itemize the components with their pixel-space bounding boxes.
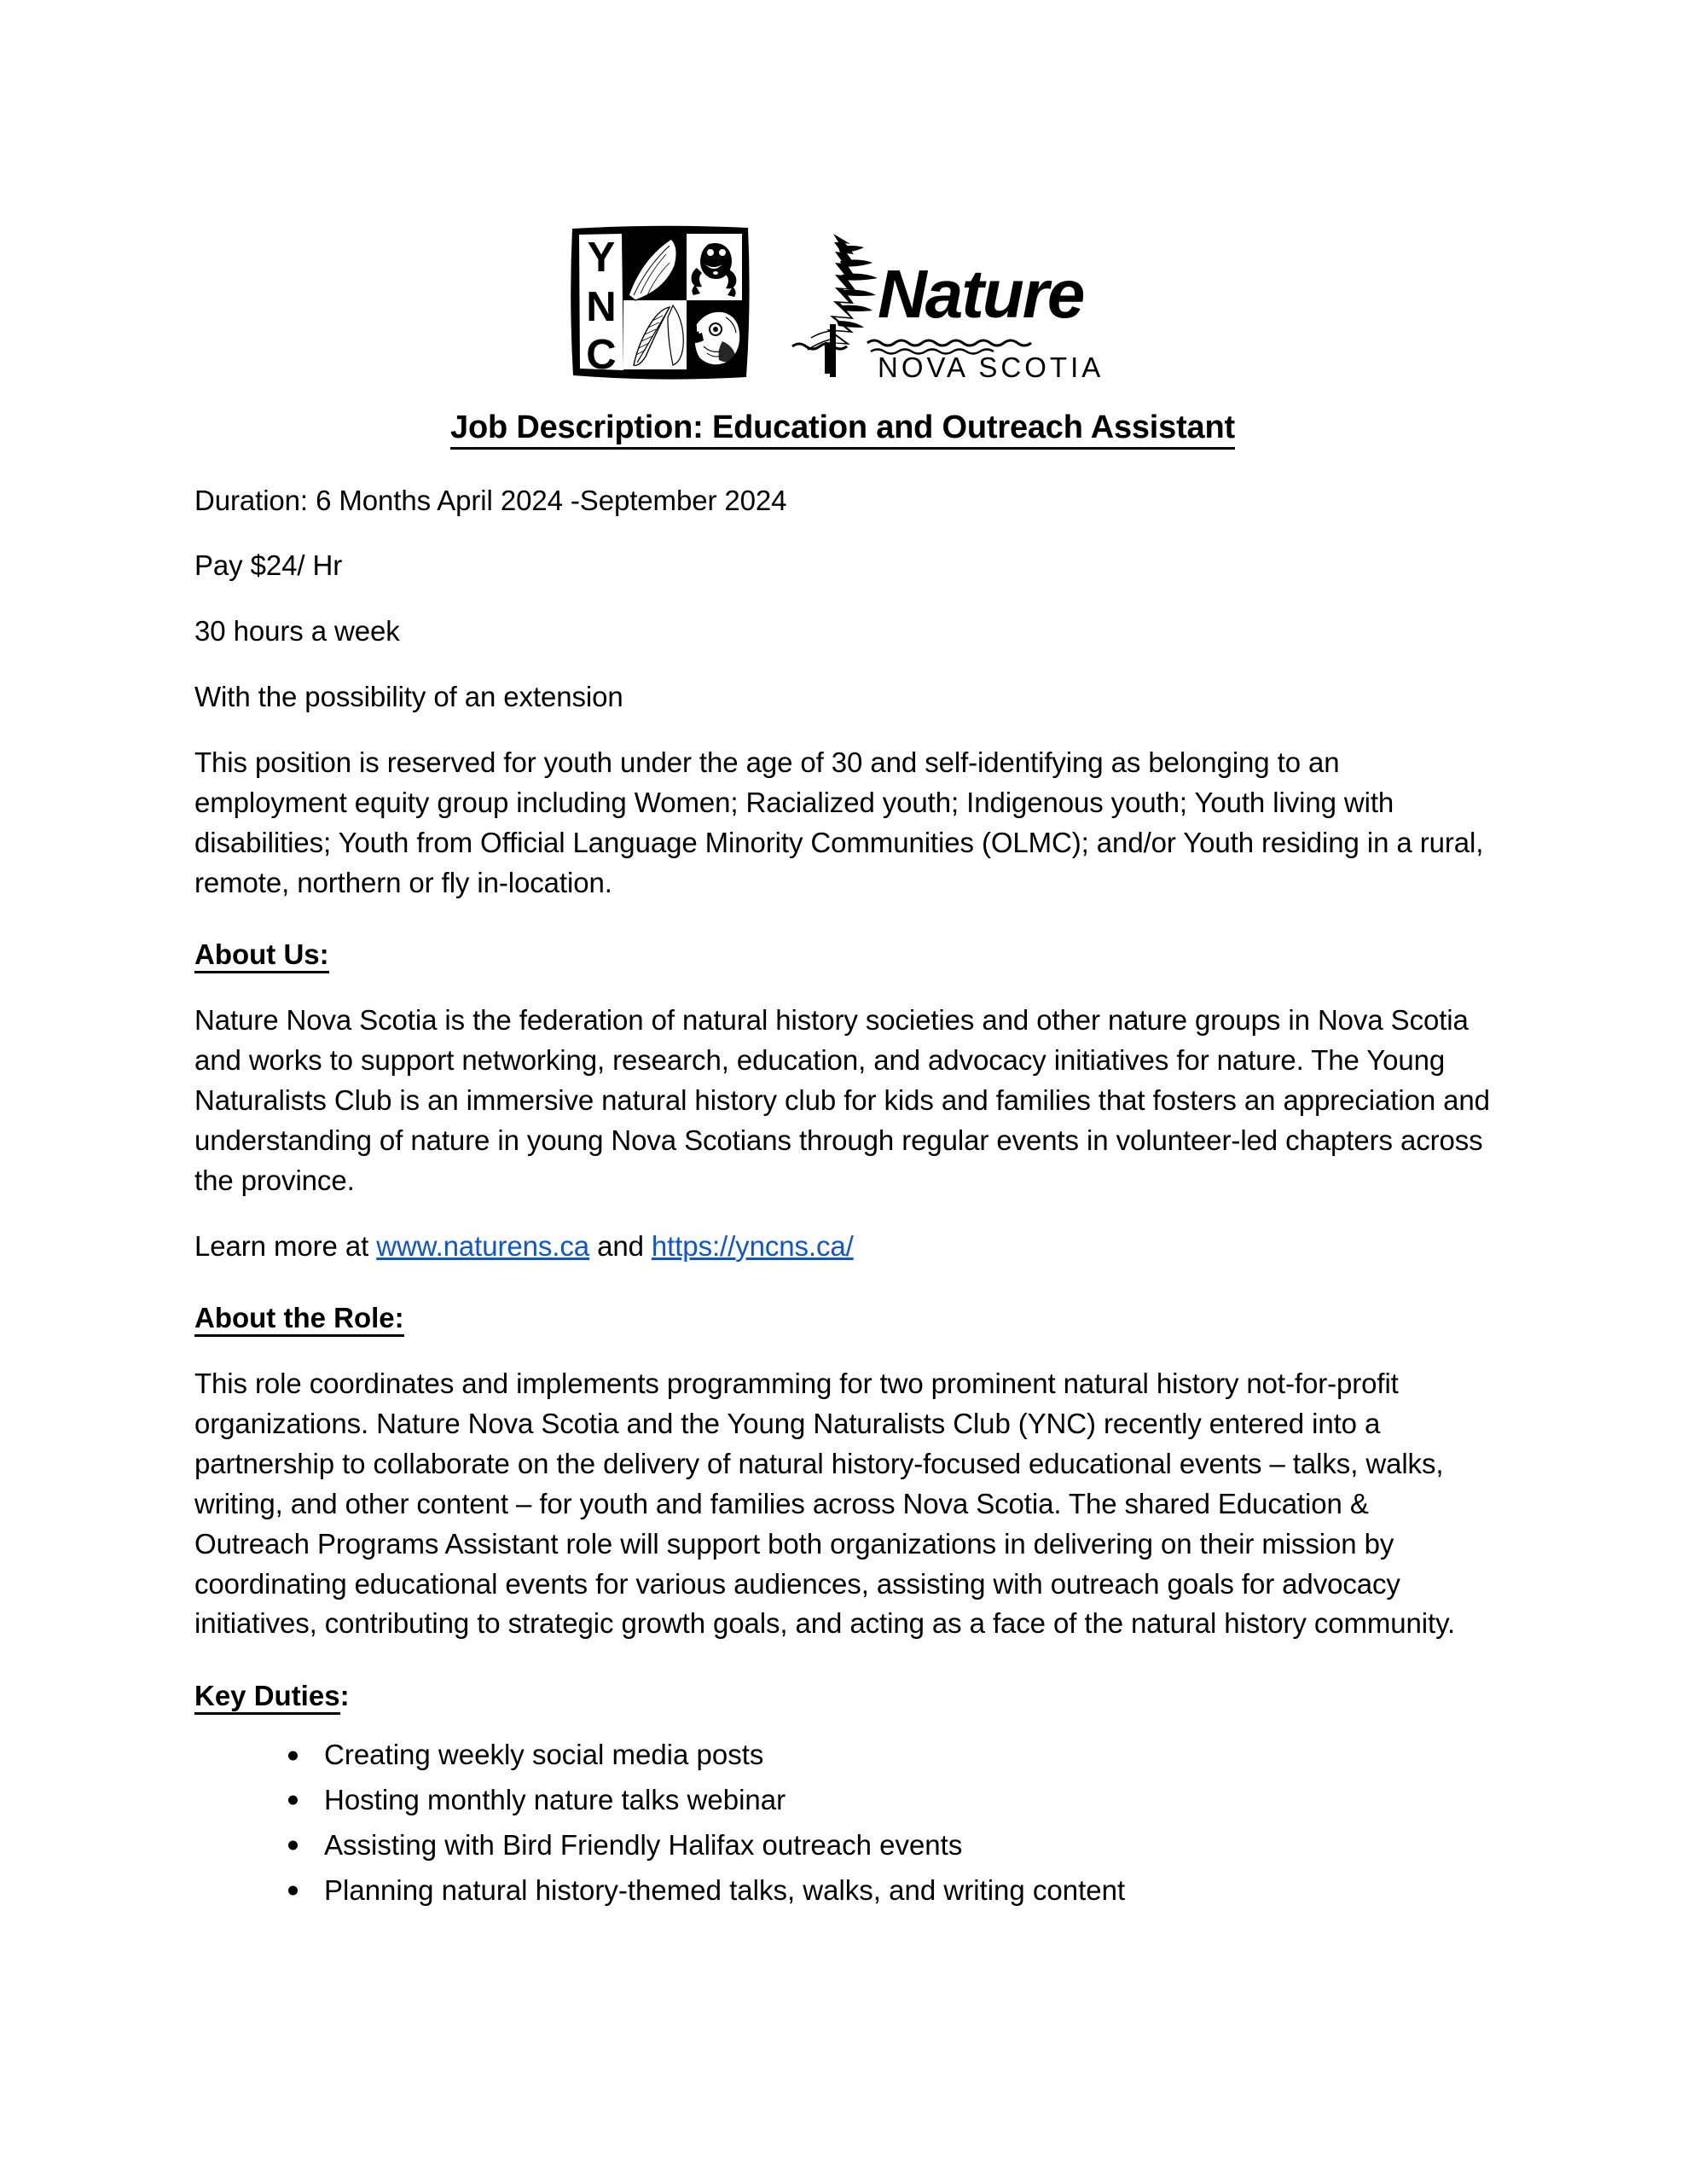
link-joiner: and [589,1229,652,1262]
about-role-body: This role coordinates and implements programming for two prominent natural history not-for-profit organizations. Nature Nova Scotia and the Young Naturalists Club (YNC) recently entered into a partnership to collaborate on the delivery of natural history-focused educational events – talks, walks, writing, and other content – for youth and families across Nova Scotia. The shared Education & Outreach Programs Assistant role will support both organizations in delivering on their mission by coordinating educational events for various audiences, assisting with outreach goals for advocacy initiatives, contributing to strategic growth goals, and acting as a face of the natural history community. [194,1368,1456,1640]
naturens-link[interactable]: www.naturens.ca [376,1229,590,1262]
svg-text:N: N [586,284,617,330]
key-duties-heading [194,1676,1491,1716]
about-role-heading-text: About the Role: [194,1302,404,1337]
bullet-icon [288,1751,298,1760]
bullet-icon [288,1841,298,1850]
list-item-label: Assisting with Bird Friendly Halifax outreach events [324,1828,963,1861]
learn-more-line [194,1227,1491,1267]
list-item-label: Planning natural history-themed talks, walks, and writing content [324,1873,1126,1906]
hours-line: 30 hours a week [194,615,400,648]
logo-band [194,212,1491,382]
about-us-body: Nature Nova Scotia is the federation of natural history societies and other nature groups in Nova Scotia and works to support networking, research, education, and advocacy initiatives for nature. The Young Naturalists Club is an immersive natural history club for kids and families that fosters an appreciation and understanding of nature in young Nova Scotians through regular events in volunteer-led chapters across the province. [194,1004,1490,1196]
about-us-heading-text: About Us: [194,938,329,973]
nature-nova-scotia-logo-icon [786,222,1118,382]
ync-logo-icon [567,222,753,382]
pay-line: Pay $24/ Hr [194,549,343,582]
page-title-text: Job Description: Education and Outreach Assistant [450,410,1235,450]
learn-more-prefix: Learn more at [194,1229,377,1262]
extension-line: With the possibility of an extension [194,681,623,713]
about-role-heading [194,1298,1491,1339]
svg-text:NOVA SCOTIA: NOVA SCOTIA [878,351,1104,382]
document-content [194,0,1491,1916]
page-title [194,408,1491,449]
key-duties-heading-colon: : [339,1680,350,1712]
list-item [288,1735,1491,1775]
bullet-icon [288,1796,298,1805]
list-item [288,1780,1491,1821]
svg-text:Nature: Nature [878,256,1084,332]
list-item [288,1871,1491,1911]
svg-text:Y: Y [587,235,616,281]
svg-text:C: C [586,332,617,378]
equity-statement: This position is reserved for youth under the age of 30 and self-identifying as belonging to an employment equity group including Women; Racialized youth; Indigenous youth; Youth living with disabilities; Youth from Official Language Minority Communities (OLMC); and/or Youth residing in a rural, remote, northern or fly in-location. [194,746,1484,898]
yncns-link[interactable]: https://yncns.ca/ [651,1229,854,1262]
list-item-label: Creating weekly social media posts [324,1739,764,1771]
key-duties-list [194,1735,1491,1910]
bullet-icon [288,1886,298,1896]
list-item [288,1826,1491,1866]
about-us-heading [194,935,1491,975]
list-item-label: Hosting monthly nature talks webinar [324,1783,786,1815]
duration-line: Duration: 6 Months April 2024 -September 2024 [194,484,787,516]
key-duties-heading-text: Key Duties [194,1680,340,1715]
